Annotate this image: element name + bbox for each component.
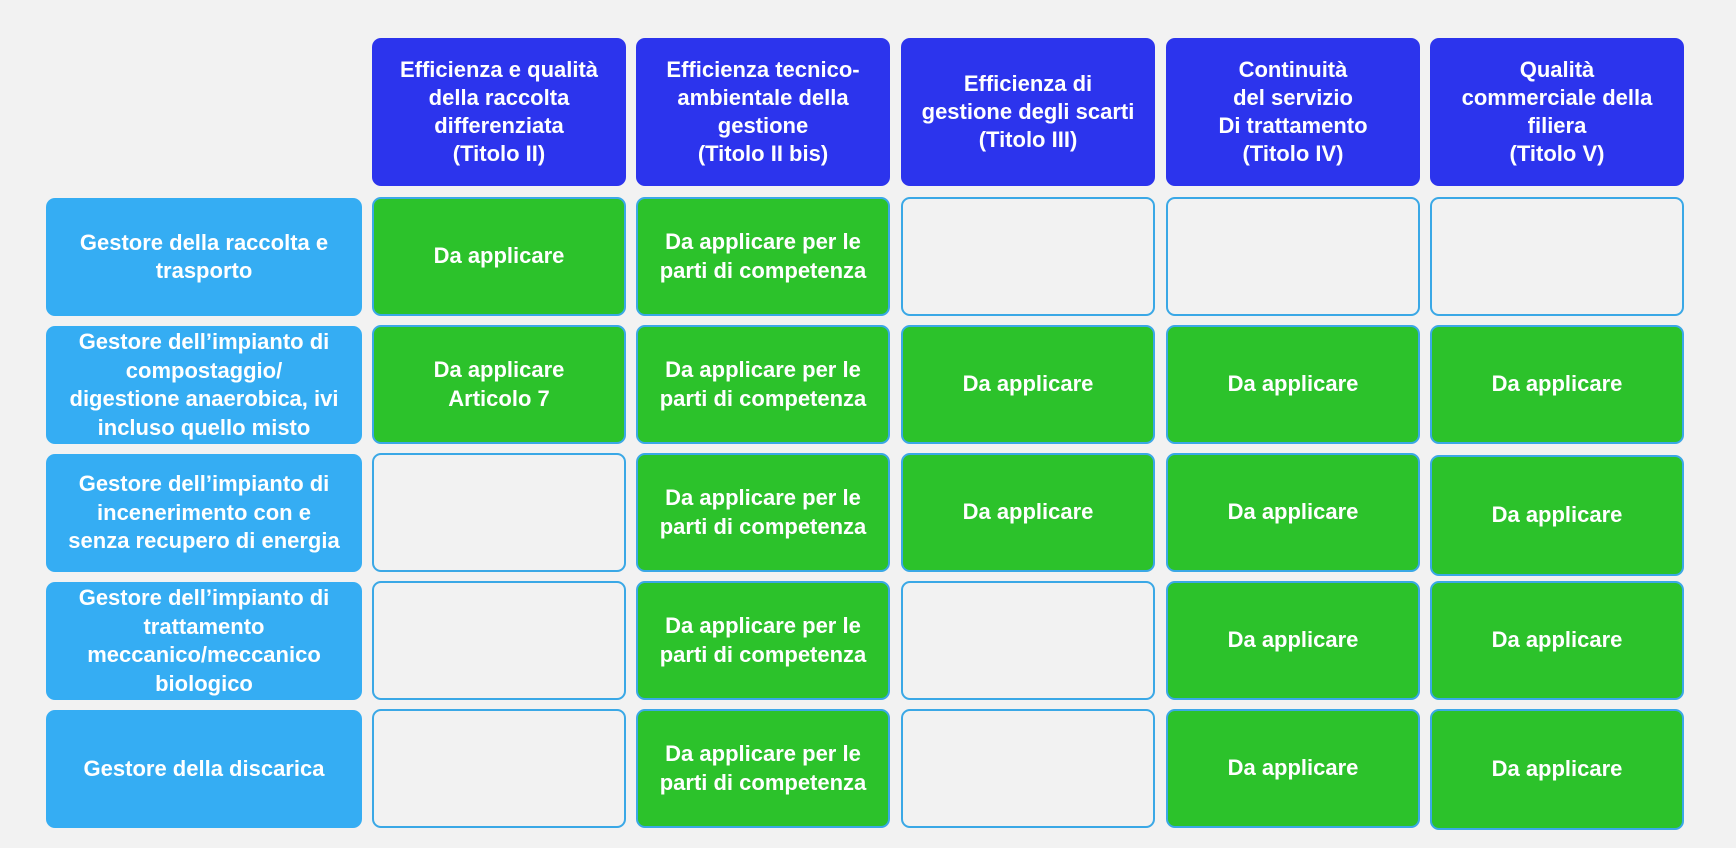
matrix-cell: Da applicare per le parti di competenza [636, 325, 890, 444]
matrix-cell: Da applicare [1430, 325, 1684, 444]
matrix-cell-empty [901, 581, 1155, 700]
matrix-cell: Da applicare [1430, 581, 1684, 700]
matrix-cell: Da applicare [1430, 455, 1684, 576]
matrix-cell: Da applicare [1430, 709, 1684, 830]
column-header-titolo-v: Qualità commerciale della filiera (Titolo V) [1430, 38, 1684, 186]
matrix-cell-empty [372, 581, 626, 700]
matrix-cell: Da applicare per le parti di competenza [636, 197, 890, 316]
matrix-cell: Da applicare [1166, 453, 1420, 572]
column-header-titolo-iv: Continuità del servizio Di trattamento (Titolo IV) [1166, 38, 1420, 186]
row-header-compostaggio: Gestore dell’impianto di compostaggio/ digestione anaerobica, ivi incluso quello misto [46, 326, 362, 444]
column-header-titolo-iii: Efficienza di gestione degli scarti (Titolo III) [901, 38, 1155, 186]
column-header-titolo-ii-bis: Efficienza tecnico- ambientale della gestione (Titolo II bis) [636, 38, 890, 186]
matrix-cell-empty [372, 709, 626, 828]
matrix-cell: Da applicare [901, 453, 1155, 572]
row-header-discarica: Gestore della discarica [46, 710, 362, 828]
row-header-raccolta-trasporto: Gestore della raccolta e trasporto [46, 198, 362, 316]
matrix-cell: Da applicare Articolo 7 [372, 325, 626, 444]
matrix-cell: Da applicare per le parti di competenza [636, 709, 890, 828]
matrix-cell-empty [372, 453, 626, 572]
matrix-cell-empty [1430, 197, 1684, 316]
matrix-cell: Da applicare [1166, 709, 1420, 828]
matrix-cell: Da applicare [1166, 325, 1420, 444]
row-header-incenerimento: Gestore dell’impianto di incenerimento con e senza recupero di energia [46, 454, 362, 572]
matrix-cell-empty [901, 197, 1155, 316]
row-header-trattamento-meccanico: Gestore dell’impianto di trattamento meccanico/meccanico biologico [46, 582, 362, 700]
matrix-cell: Da applicare [901, 325, 1155, 444]
matrix-cell-empty [901, 709, 1155, 828]
matrix-cell: Da applicare [1166, 581, 1420, 700]
column-header-titolo-ii: Efficienza e qualità della raccolta differenziata (Titolo II) [372, 38, 626, 186]
matrix-cell: Da applicare per le parti di competenza [636, 581, 890, 700]
matrix-cell-empty [1166, 197, 1420, 316]
matrix-cell: Da applicare [372, 197, 626, 316]
matrix-cell: Da applicare per le parti di competenza [636, 453, 890, 572]
